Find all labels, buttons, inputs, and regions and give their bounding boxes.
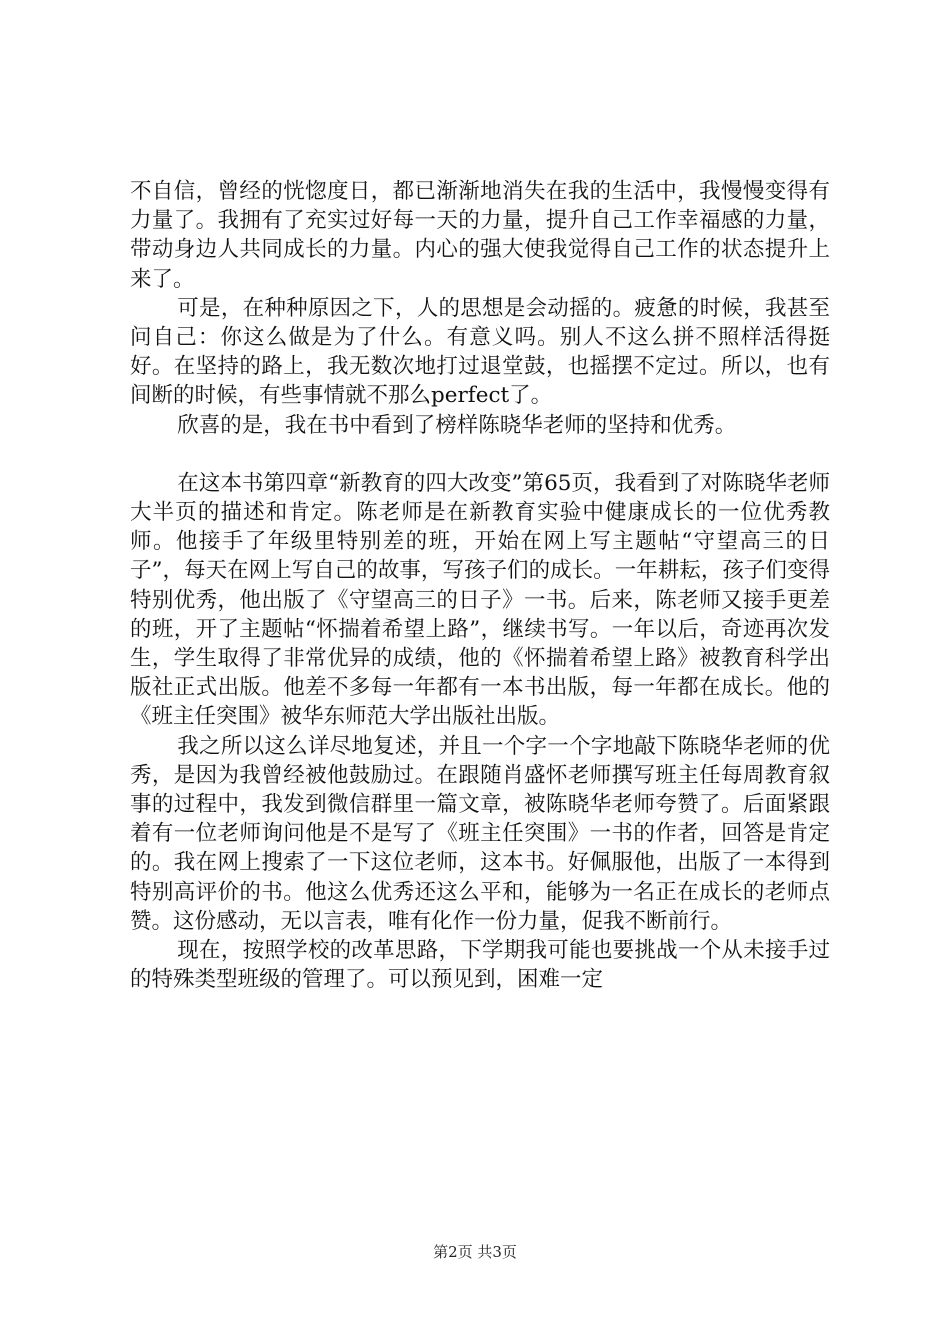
paragraph-3: 欣喜的是，我在书中看到了榜样陈晓华老师的坚持和优秀。 <box>177 412 737 438</box>
paragraph-6: 现在，按照学校的改革思路，下学期我可能也要挑战一个从未接手过的特殊类型班级的管理了。可以预见到，困难一定 <box>130 938 830 993</box>
page-footer: 第2页 共3页 <box>433 1243 517 1261</box>
paragraph-1: 不自信，曾经的恍惚度日，都已渐渐地消失在我的生活中，我慢慢变得有力量了。我拥有了充实过好每一天的力量，提升自己工作幸福感的力量，带动身边人共同成长的力量。内心的强大使我觉得自己工作的状态提升上来了。 <box>130 179 830 292</box>
paragraph-4: 在这本书第四章“新教育的四大改变”第65页，我看到了对陈晓华老师大半页的描述和肯定。陈老师是在新教育实验中健康成长的一位优秀教师。他接手了年级里特别差的班，开始在网上写主题帖“守望高三的日子”，每天在网上写自己的故事，写孩子们的成长。一年耕耘，孩子们变得特别优秀，他出版了《守望高三的日子》一书。后来，陈老师又接手更差的班，开了主题帖“怀揣着希望上路”，继续书写。一年以后，奇迹再次发生，学生取得了非常优异的成绩，他的《怀揣着希望上路》被教育科学出版社正式出版。他差不多每一年都有一本书出版，每一年都在成长。他的《班主任突围》被华东师范大学出版社出版。 <box>130 470 830 730</box>
body-text <box>130 177 830 994</box>
paragraph-2: 可是，在种种原因之下，人的思想是会动摇的。疲惫的时候，我甚至问自己：你这么做是为了什么。有意义吗。别人不这么拼不照样活得挺好。在坚持的路上，我无数次地打过退堂鼓，也摇摆不定过。所以，也有间断的时候，有些事情就不那么perfect了。 <box>130 295 830 409</box>
paragraph-5: 我之所以这么详尽地复述，并且一个字一个字地敲下陈晓华老师的优秀，是因为我曾经被他鼓励过。在跟随肖盛怀老师撰写班主任每周教育叙事的过程中，我发到微信群里一篇文章，被陈晓华老师夸赞了。后面紧跟着有一位老师询问他是不是写了《班主任突围》一书的作者，回答是肯定的。我在网上搜索了一下这位老师，这本书。好佩服他，出版了一本得到特别高评价的书。他这么优秀还这么平和，能够为一名正在成长的老师点赞。这份感动，无以言表，唯有化作一份力量，促我不断前行。 <box>130 733 830 934</box>
